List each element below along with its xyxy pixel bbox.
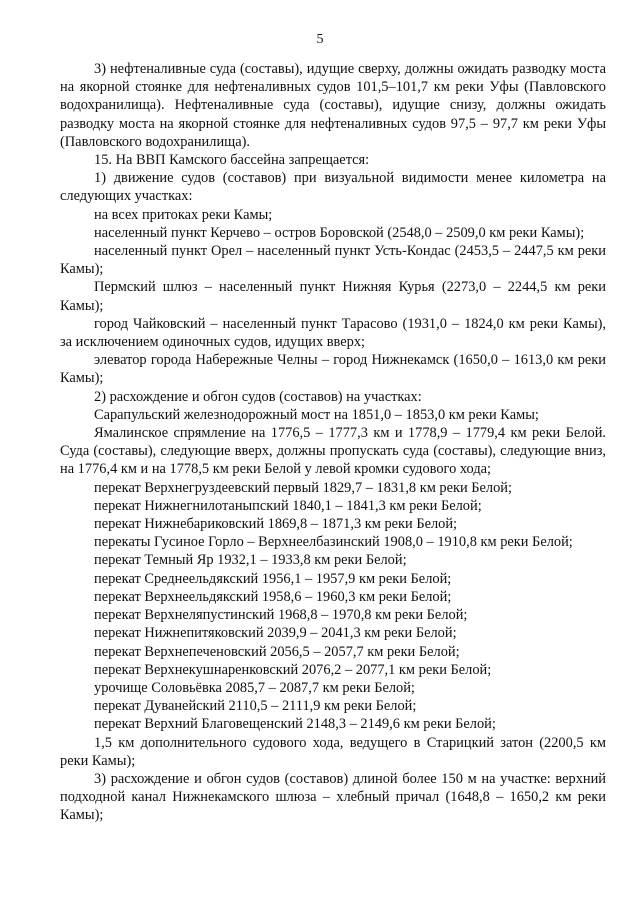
paragraph-26: перекат Верхний Благовещенский 2148,3 – 2149,6 км реки Белой; xyxy=(94,716,496,733)
paragraph-21: перекат Нижнепитяковский 2039,9 – 2041,3 км реки Белой; xyxy=(94,625,457,642)
paragraph-14: перекат Нижнегнилотаныпский 1840,1 – 1841,3 км реки Белой; xyxy=(94,497,482,514)
paragraph-16: перекаты Гусиное Горло – Верхнеелбазинский 1908,0 – 1910,8 км реки Белой; xyxy=(94,534,573,551)
paragraph-5: населенный пункт Керчево – остров Боровской (2548,0 – 2509,0 км реки Камы); xyxy=(94,224,585,241)
paragraph-12: Ямалинское спрямление на 1776,5 – 1777,3 км и 1778,9 – 1779,4 км реки Белой. Суда (составы), следующие вверх, должны пропускать суда (составы), следующие вниз, на 1776,4 км и на 1778,5 км реки Белой у левой кромки судового хода; xyxy=(60,425,606,478)
paragraph-19: перекат Верхнеельдякский 1958,6 – 1960,3 км реки Белой; xyxy=(94,588,452,605)
paragraph-8: город Чайковский – населенный пункт Тарасово (1931,0 – 1824,0 км реки Камы), за исключением одиночных судов, идущих вверх; xyxy=(60,315,606,351)
paragraph-27: 1,5 км дополнительного судового хода, ведущего в Старицкий затон (2200,5 км реки Камы); xyxy=(60,734,606,769)
paragraph-24: урочище Соловьёвка 2085,7 – 2087,7 км реки Белой; xyxy=(94,679,415,696)
paragraph-13: перекат Верхнегруздеевский первый 1829,7 – 1831,8 км реки Белой; xyxy=(94,479,513,496)
paragraph-28: 3) расхождение и обгон судов (составов) длиной более 150 м на участке: верхний подходной канал Нижнекамского шлюза – хлебный причал (1648,8 – 1650,2 км реки Камы); xyxy=(60,770,606,824)
paragraph-18: перекат Среднеельдякский 1956,1 – 1957,9 км реки Белой; xyxy=(94,570,452,587)
paragraph-20: перекат Верхнеляпустинский 1968,8 – 1970,8 км реки Белой; xyxy=(94,607,468,624)
paragraph-6: населенный пункт Орел – населенный пункт Усть-Кондас (2453,5 – 2447,5 км реки Камы); xyxy=(60,243,606,278)
paragraph-1: 3) нефтеналивные суда (составы), идущие сверху, должны ожидать разводку моста на якорной стоянке для нефтеналивных судов 101,5–101,7 км реки Уфы (Павловского водохранилища). Нефтеналивные суда (составы), идущие снизу, должны ожидать разводку моста на якорной стоянке для нефтеналивных судов 97,5 – 97,7 км реки Уфы (Павловского водохранилища). xyxy=(60,61,606,150)
paragraph-22: перекат Верхнепеченовский 2056,5 – 2057,7 км реки Белой; xyxy=(94,643,460,660)
paragraph-2: 15. На ВВП Камского бассейна запрещается: xyxy=(94,152,370,169)
paragraph-25: перекат Дуванейский 2110,5 – 2111,9 км реки Белой; xyxy=(94,698,417,715)
paragraph-17: перекат Темный Яр 1932,1 – 1933,8 км реки Белой; xyxy=(94,552,407,569)
paragraph-9: элеватор города Набережные Челны – город Нижнекамск (1650,0 – 1613,0 км реки Камы); xyxy=(60,352,606,387)
paragraph-4: на всех притоках реки Камы; xyxy=(94,206,273,223)
document-body xyxy=(60,60,606,825)
paragraph-15: перекат Нижнебариковский 1869,8 – 1871,3 км реки Белой; xyxy=(94,516,458,533)
page-number: 5 xyxy=(316,32,324,47)
paragraph-3: 1) движение судов (составов) при визуальной видимости менее километра на следующих участках: xyxy=(60,170,606,205)
paragraph-7: Пермский шлюз – населенный пункт Нижняя Курья (2273,0 – 2244,5 км реки Камы); xyxy=(60,279,606,314)
paragraph-10: 2) расхождение и обгон судов (составов) на участках: xyxy=(94,388,422,405)
paragraph-11: Сарапульский железнодорожный мост на 1851,0 – 1853,0 км реки Камы; xyxy=(94,406,539,423)
paragraph-23: перекат Верхнекушнаренковский 2076,2 – 2077,1 км реки Белой; xyxy=(94,661,492,678)
